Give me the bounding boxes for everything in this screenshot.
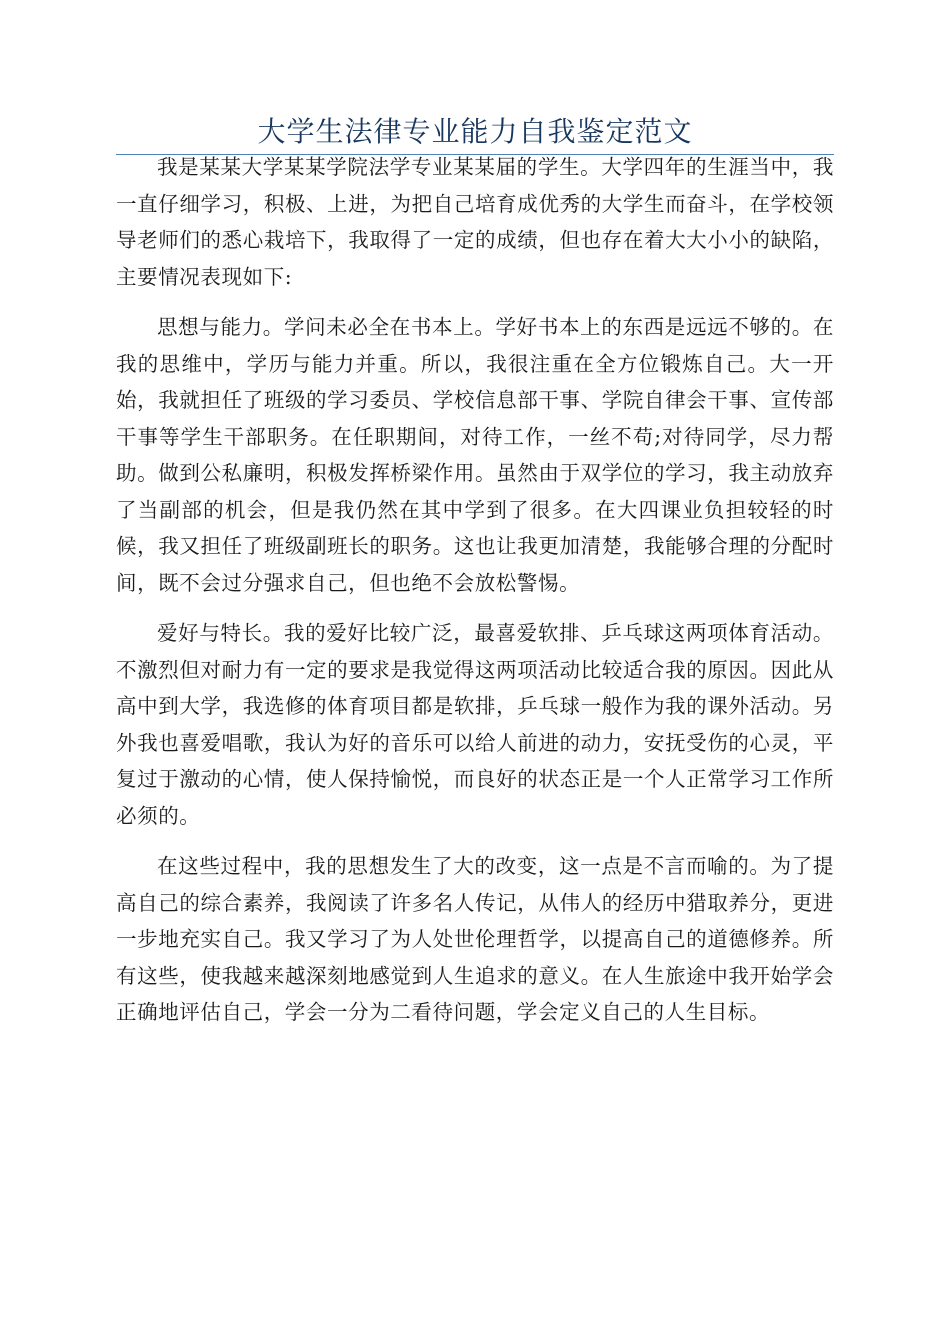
paragraph-growth: 在这些过程中，我的思想发生了大的改变，这一点是不言而喻的。为了提高自己的综合素养，我阅读了许多名人传记，从伟人的经历中猎取养分，更进一步地充实自己。我又学习了为人处世伦理哲学，以提高自己的道德修养。所有这些，使我越来越深刻地感觉到人生追求的意义。在人生旅途中我开始学会正确地评估自己，学会一分为二看待问题，学会定义自己的人生目标。 [116, 854, 834, 1024]
document-body [116, 149, 834, 1045]
document-title: 大学生法律专业能力自我鉴定范文 [257, 115, 693, 148]
paragraph-hobbies-and-strengths: 爱好与特长。我的爱好比较广泛，最喜爱软排、乒乓球这两项体育活动。不激烈但对耐力有一定的要求是我觉得这两项活动比较适合我的原因。因此从高中到大学，我选修的体育项目都是软排，乒乓球一般作为我的课外活动。另外我也喜爱唱歌，我认为好的音乐可以给人前进的动力，安抚受伤的心灵，平复过于激动的心情，使人保持愉悦，而良好的状态正是一个人正常学习工作所必须的。 [116, 621, 834, 828]
paragraph-intro: 我是某某大学某某学院法学专业某某届的学生。大学四年的生涯当中，我一直仔细学习，积极、上进，为把自己培育成优秀的大学生而奋斗，在学校领导老师们的悉心栽培下，我取得了一定的成绩，但也存在着大大小小的缺陷，主要情况表现如下: [116, 155, 834, 289]
paragraph-thought-and-ability: 思想与能力。学问未必全在书本上。学好书本上的东西是远远不够的。在我的思维中，学历与能力并重。所以，我很注重在全方位锻炼自己。大一开始，我就担任了班级的学习委员、学校信息部干事、学院自律会干事、宣传部干事等学生干部职务。在任职期间，对待工作，一丝不苟;对待同学，尽力帮助。做到公私廉明，积极发挥桥梁作用。虽然由于双学位的学习，我主动放弃了当副部的机会，但是我仍然在其中学到了很多。在大四课业负担较轻的时候，我又担任了班级副班长的职务。这也让我更加清楚，我能够合理的分配时间，既不会过分强求自己，但也绝不会放松警惕。 [116, 315, 834, 595]
